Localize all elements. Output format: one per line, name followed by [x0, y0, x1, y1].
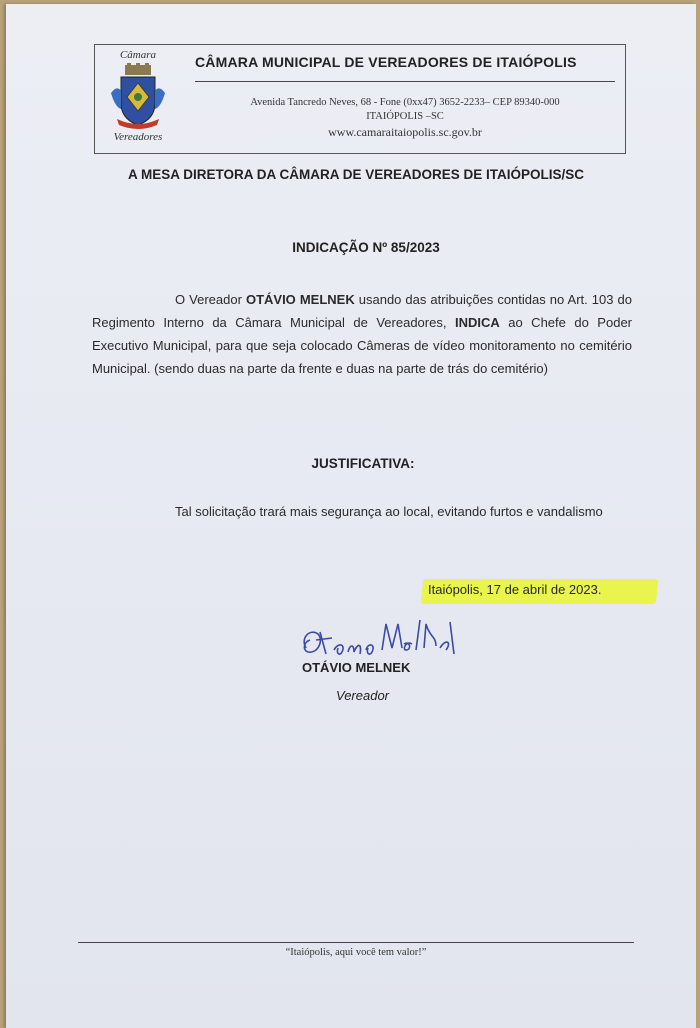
footer-divider [78, 942, 634, 943]
justification-paragraph [92, 500, 632, 523]
date-line [420, 577, 660, 607]
councilor-name: OTÁVIO MELNEK [245, 292, 355, 307]
paragraph-text: ao Chefe do Poder Executivo Municipal, para que seja colocado Câmeras de vídeo monitoramento no cemitério Municipal. (sendo duas na parte da frente e duas na parte de trás do cemitério) [92, 315, 632, 376]
letterhead [94, 44, 626, 154]
logo-bottom-text: Vereadores [113, 131, 163, 143]
footer-motto: “Itaiópolis, aqui você tem valor!” [285, 947, 427, 958]
address-line: Avenida Tancredo Neves, 68 - Fone (0xx47) 3652-2233– CEP 89340-000 [250, 97, 560, 108]
date-text: Itaiópolis, 17 de abril de 2023. [428, 582, 602, 597]
letterhead-divider [195, 81, 615, 82]
coat-of-arms-icon [109, 63, 167, 131]
signer-name: OTÁVIO MELNEK [302, 660, 411, 675]
website-line: www.camaraitaiopolis.sc.gov.br [328, 125, 482, 139]
logo-top-text: Câmara [119, 49, 157, 61]
chamber-logo [103, 49, 173, 149]
signer-role: Vereador [336, 688, 389, 703]
paragraph-text: usando das atribuições contidas no Art. 103 do Regimento Interno da Câmara Municipal de Vereadores, [92, 292, 632, 330]
indica-keyword: INDICA [454, 315, 500, 330]
paragraph-text: O Vereador [175, 292, 246, 307]
justification-text: Tal solicitação trará mais segurança ao local, evitando furtos e vandalismo [175, 504, 603, 519]
board-heading: A MESA DIRETORA DA CÂMARA DE VEREADORES DE ITAIÓPOLIS/SC [127, 167, 585, 182]
document-page [6, 4, 696, 1028]
organization-title: CÂMARA MUNICIPAL DE VEREADORES DE ITAIÓPOLIS [195, 54, 577, 70]
indication-number: INDICAÇÃO Nº 85/2023 [292, 240, 440, 255]
city-line: ITAIÓPOLIS –SC [366, 111, 444, 122]
justification-heading: JUSTIFICATIVA: [311, 456, 415, 471]
indication-paragraph [92, 288, 632, 380]
